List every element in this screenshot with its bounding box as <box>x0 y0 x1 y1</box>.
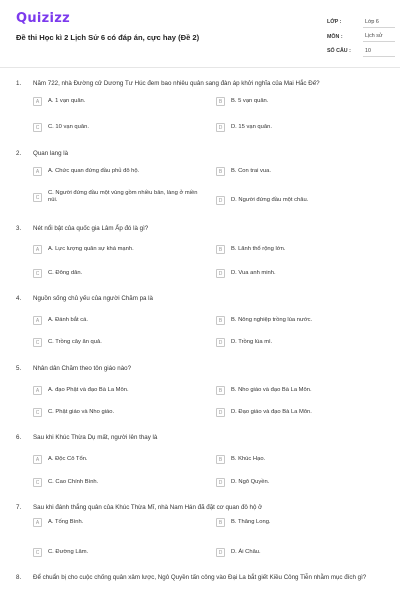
option-text: D. Đạo giáo và đạo Bà La Môn. <box>231 408 312 415</box>
option-letter: B <box>216 97 225 106</box>
question-number: 6. <box>16 434 22 441</box>
option-letter: C <box>33 478 42 487</box>
option-text: A. Lực lượng quân sự khá mạnh. <box>48 245 134 252</box>
option-a[interactable] <box>33 245 198 254</box>
meta-label-subject: MÔN : <box>327 33 343 40</box>
question-number: 1. <box>16 80 22 87</box>
option-c[interactable] <box>33 190 208 205</box>
option-c[interactable] <box>33 338 198 347</box>
option-b[interactable] <box>216 518 381 527</box>
option-letter: D <box>216 408 225 417</box>
option-letter: B <box>216 316 225 325</box>
option-letter: C <box>33 123 42 132</box>
option-letter: C <box>33 338 42 347</box>
option-d[interactable] <box>216 269 381 278</box>
option-text: D. Vua anh minh. <box>231 269 276 276</box>
meta-value-count: 10 <box>363 46 395 57</box>
option-letter: D <box>216 269 225 278</box>
question-number: 5. <box>16 365 22 372</box>
option-d[interactable] <box>216 196 381 205</box>
question-text: Nguồn sống chủ yếu của người Chăm pa là <box>33 295 153 302</box>
option-text: B. Con trai vua. <box>231 167 271 174</box>
option-c[interactable] <box>33 548 198 557</box>
option-letter: A <box>33 455 42 464</box>
option-letter: A <box>33 97 42 106</box>
option-text: A. Đánh bắt cá. <box>48 316 88 323</box>
option-a[interactable] <box>33 455 198 464</box>
question-number: 2. <box>16 150 22 157</box>
option-letter: A <box>33 518 42 527</box>
option-d[interactable] <box>216 548 381 557</box>
option-letter: D <box>216 123 225 132</box>
question-text: Nét nổi bật của quốc gia Lâm Ấp đó là gì? <box>33 225 149 232</box>
option-text: C. Cao Chính Bình. <box>48 478 99 485</box>
option-letter: B <box>216 167 225 176</box>
question-number: 8. <box>16 574 22 581</box>
option-letter: A <box>33 386 42 395</box>
question-text: Sau khi Khúc Thừa Dụ mất, người lên thay là <box>33 434 158 441</box>
option-c[interactable] <box>33 123 198 132</box>
option-d[interactable] <box>216 478 381 487</box>
option-text: A. Chức quan đứng đầu phủ đô hộ. <box>48 167 140 174</box>
option-text: D. 15 vạn quân. <box>231 123 272 130</box>
option-letter: B <box>216 386 225 395</box>
meta-value-class: Lớp 6 <box>363 17 395 28</box>
option-text: C. Trồng cây ăn quả. <box>48 338 102 345</box>
option-text: B. 5 vạn quân. <box>231 97 269 104</box>
option-letter: B <box>216 518 225 527</box>
option-text: D. Trồng lúa mì. <box>231 338 273 345</box>
option-letter: B <box>216 245 225 254</box>
meta-row-count <box>327 44 395 59</box>
option-text: D. Ngô Quyền. <box>231 478 270 485</box>
option-c[interactable] <box>33 269 198 278</box>
option-a[interactable] <box>33 167 198 176</box>
meta-value-subject: Lịch sử <box>363 31 395 42</box>
meta-label-count: SỐ CÂU : <box>327 48 351 55</box>
meta-label-class: LỚP : <box>327 19 342 26</box>
option-b[interactable] <box>216 455 381 464</box>
option-b[interactable] <box>216 245 381 254</box>
option-text: D. Ái Châu. <box>231 548 261 555</box>
option-d[interactable] <box>216 408 381 417</box>
option-letter: D <box>216 196 225 205</box>
option-text: B. Nông nghiệp trồng lúa nước. <box>231 316 313 323</box>
question-number: 3. <box>16 225 22 232</box>
option-d[interactable] <box>216 123 381 132</box>
meta-row-class <box>327 15 395 30</box>
question-text: Để chuẩn bị cho cuộc chống quân xâm lược, Ngô Quyền tấn công vào Đại La bắt giết Kiều Công Tiễn nhằm mục đích gì? <box>33 574 367 581</box>
option-text: B. Nho giáo và đạo Bà La Môn. <box>231 386 312 393</box>
document-header <box>0 0 400 60</box>
option-c[interactable] <box>33 478 198 487</box>
document-title: Đề thi Học kì 2 Lịch Sử 6 có đáp án, cực hay (Đề 2) <box>16 33 200 42</box>
option-text: C. Phật giáo và Nho giáo. <box>48 408 115 415</box>
option-letter: C <box>33 548 42 557</box>
option-a[interactable] <box>33 316 198 325</box>
option-text: A. Tống Bình. <box>48 518 84 525</box>
question-number: 4. <box>16 295 22 302</box>
header-divider <box>0 67 400 68</box>
option-letter: D <box>216 478 225 487</box>
option-text: D. Người đứng đầu một châu. <box>231 196 309 203</box>
option-letter: C <box>33 408 42 417</box>
option-text: C. Đông dân. <box>48 269 83 276</box>
option-text: A. 1 vạn quân. <box>48 97 86 104</box>
option-letter: C <box>33 269 42 278</box>
meta-row-subject <box>327 30 395 45</box>
option-a[interactable] <box>33 518 198 527</box>
question-text: Quan lang là <box>33 150 69 157</box>
question-text: Sau khi đánh thắng quân của Khúc Thừa Mĩ, nhà Nam Hán đã đặt cơ quan đô hộ ở <box>33 504 263 511</box>
meta-info <box>327 15 395 59</box>
option-letter: A <box>33 316 42 325</box>
quizizz-logo: Quizizz <box>16 11 71 26</box>
option-b[interactable] <box>216 386 381 395</box>
option-letter: C <box>33 193 42 202</box>
option-b[interactable] <box>216 316 381 325</box>
option-letter: D <box>216 338 225 347</box>
option-letter: B <box>216 455 225 464</box>
option-text: B. Thăng Long. <box>231 518 271 525</box>
option-text: C. 10 vạn quân. <box>48 123 89 130</box>
option-text: A. đạo Phật và đạo Bà La Môn. <box>48 386 129 393</box>
question-text: Năm 722, nhà Đường cử Dương Tư Húc đem bao nhiêu quân sang đàn áp khởi nghĩa của Mai Hắc Đế? <box>33 80 320 87</box>
option-text: A. Độc Cô Tổn. <box>48 455 88 462</box>
option-a[interactable] <box>33 386 198 395</box>
option-text: C. Đường Lâm. <box>48 548 89 555</box>
option-letter: A <box>33 245 42 254</box>
question-number: 7. <box>16 504 22 511</box>
option-letter: D <box>216 548 225 557</box>
option-text: C. Người đứng đầu một vùng gồm nhiều bản, làng ở miền núi. <box>48 190 198 204</box>
option-b[interactable] <box>216 97 381 106</box>
question-text: Nhân dân Chăm theo tôn giáo nào? <box>33 365 132 372</box>
option-text: B. Khúc Hạo. <box>231 455 266 462</box>
option-letter: A <box>33 167 42 176</box>
option-d[interactable] <box>216 338 381 347</box>
option-c[interactable] <box>33 408 198 417</box>
option-text: B. Lãnh thổ rộng lớn. <box>231 245 286 252</box>
option-a[interactable] <box>33 97 198 106</box>
option-b[interactable] <box>216 167 381 176</box>
